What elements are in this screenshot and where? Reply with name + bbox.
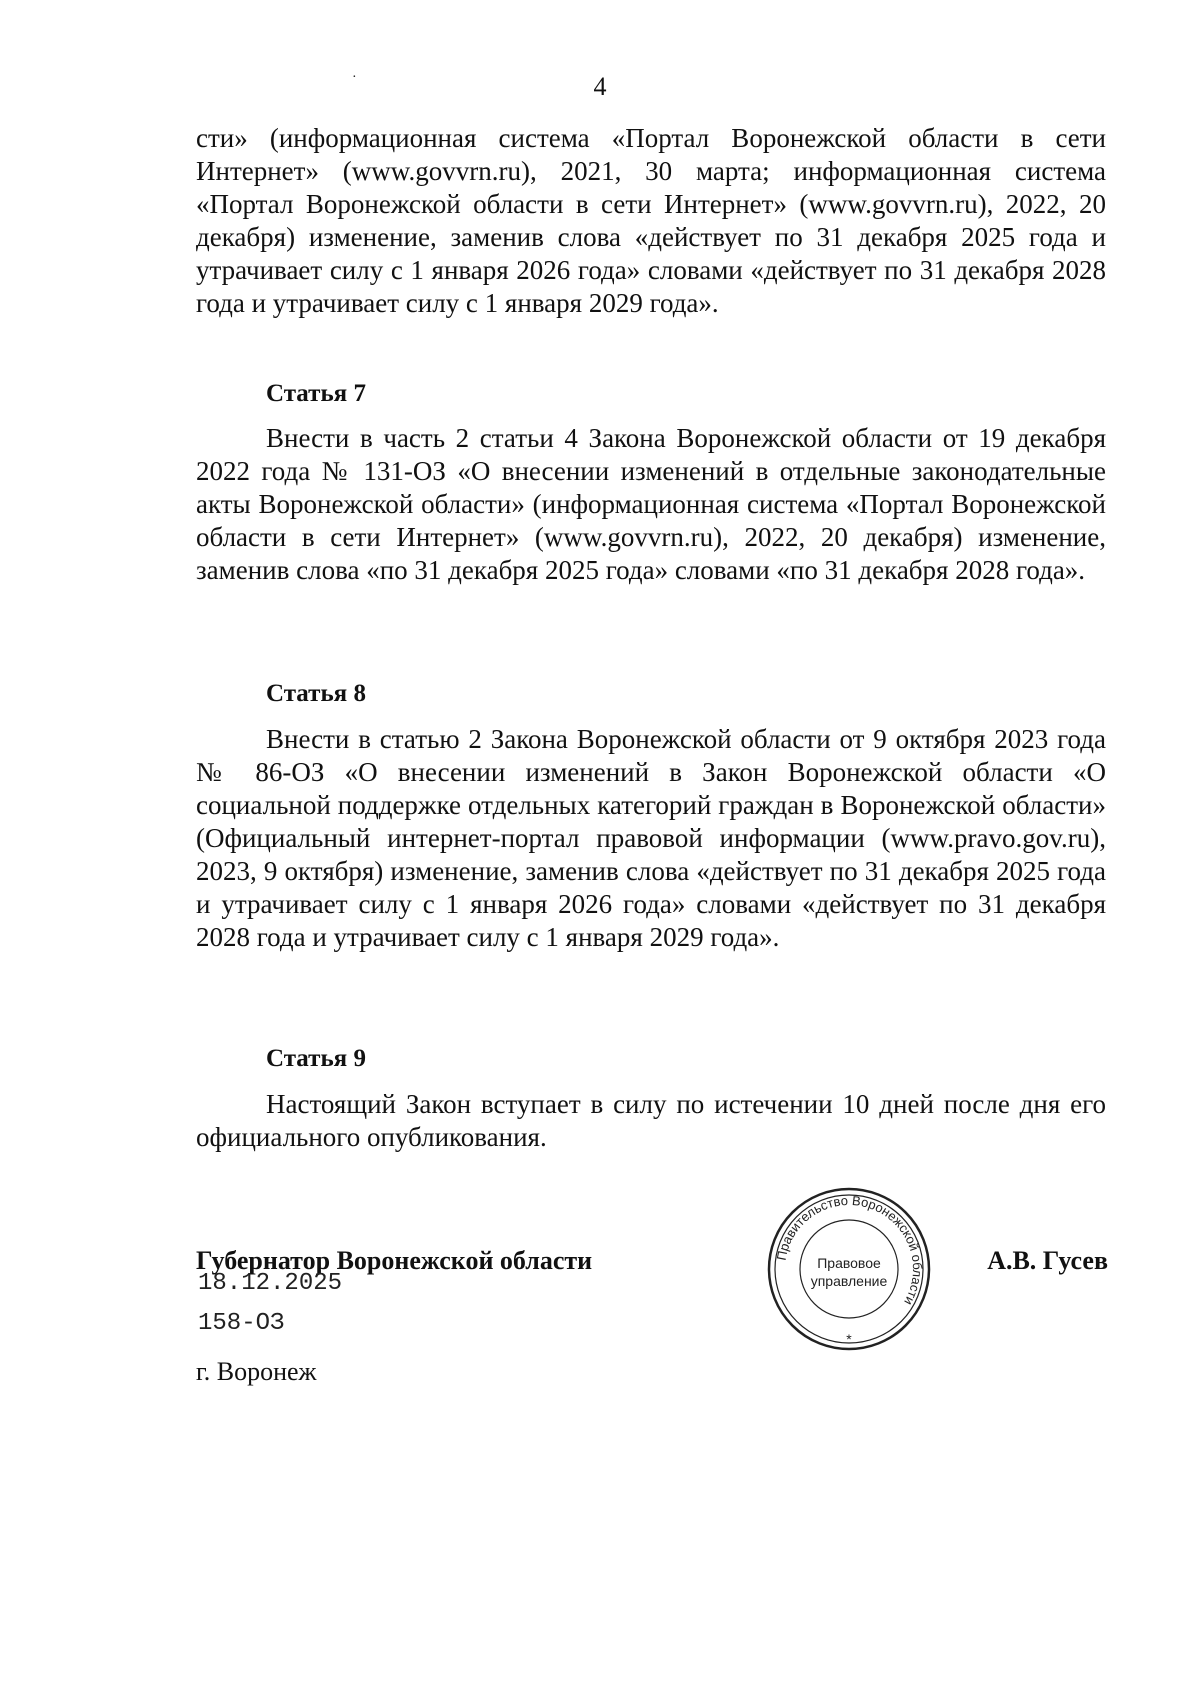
intro-paragraph: сти» (информационная система «Портал Воронежской области в сети Интернет» (www.govvrn.ru), 2021, 30 марта; информационная система «Портал Воронежской области в сети Интернет» (www.govvrn.ru), 2022, 20 декабря) изменение, заменив слова «действует по 31 декабря 2025 года и утрачивает силу с 1 января 2026 года» словами «действует по 31 декабря 2028 года и утрачивает силу с 1 января 2029 года». — [196, 123, 1106, 318]
governor-title: Губернатор Воронежской области — [196, 1246, 593, 1275]
intro-paragraph-block — [196, 122, 1106, 320]
page-number: 4 — [593, 72, 607, 101]
article-7-heading: Статья 7 — [266, 380, 366, 407]
article-8-body — [196, 723, 1106, 954]
seal-outer-text: Правительство Воронежской области — [773, 1192, 926, 1308]
official-seal — [766, 1186, 932, 1352]
article-7-body — [196, 422, 1106, 587]
city: г. Воронеж — [196, 1357, 317, 1386]
law-number: 158-ОЗ — [198, 1310, 285, 1337]
governor-name: А.В. Гусев — [987, 1246, 1108, 1275]
seal-inner-line1: Правовое — [817, 1255, 881, 1271]
article-9-text: Настоящий Закон вступает в силу по истечении 10 дней после дня его официального опубликования. — [196, 1089, 1106, 1152]
seal-inner-line2: управление — [810, 1273, 888, 1289]
article-7-text: Внести в часть 2 статьи 4 Закона Воронежской области от 19 декабря 2022 года № 131-ОЗ «О внесении изменений в отдельные законодательные акты Воронежской области» (информационная система «Портал Воронежской области в сети Интернет» (www.govvrn.ru), 2022, 20 декабря) изменение, заменив слова «по 31 декабря 2025 года» словами «по 31 декабря 2028 года». — [196, 423, 1106, 585]
article-9-heading: Статья 9 — [266, 1045, 366, 1072]
scan-speck: · — [352, 70, 357, 85]
seal-star: * — [846, 1331, 852, 1347]
article-9-body — [196, 1088, 1106, 1154]
article-8-heading: Статья 8 — [266, 680, 366, 707]
article-8-text: Внести в статью 2 Закона Воронежской области от 9 октября 2023 года № 86-ОЗ «О внесении изменений в Закон Воронежской области «О социальной поддержке отдельных категорий граждан в Воронежской области» (Официальный интернет-портал правовой информации (www.pravo.gov.ru), 2023, 9 октября) изменение, заменив слова «действует по 31 декабря 2025 года и утрачивает силу с 1 января 2026 года» словами «действует по 31 декабря 2028 года и утрачивает силу с 1 января 2029 года». — [196, 724, 1106, 952]
law-date: 18.12.2025 — [198, 1270, 343, 1297]
